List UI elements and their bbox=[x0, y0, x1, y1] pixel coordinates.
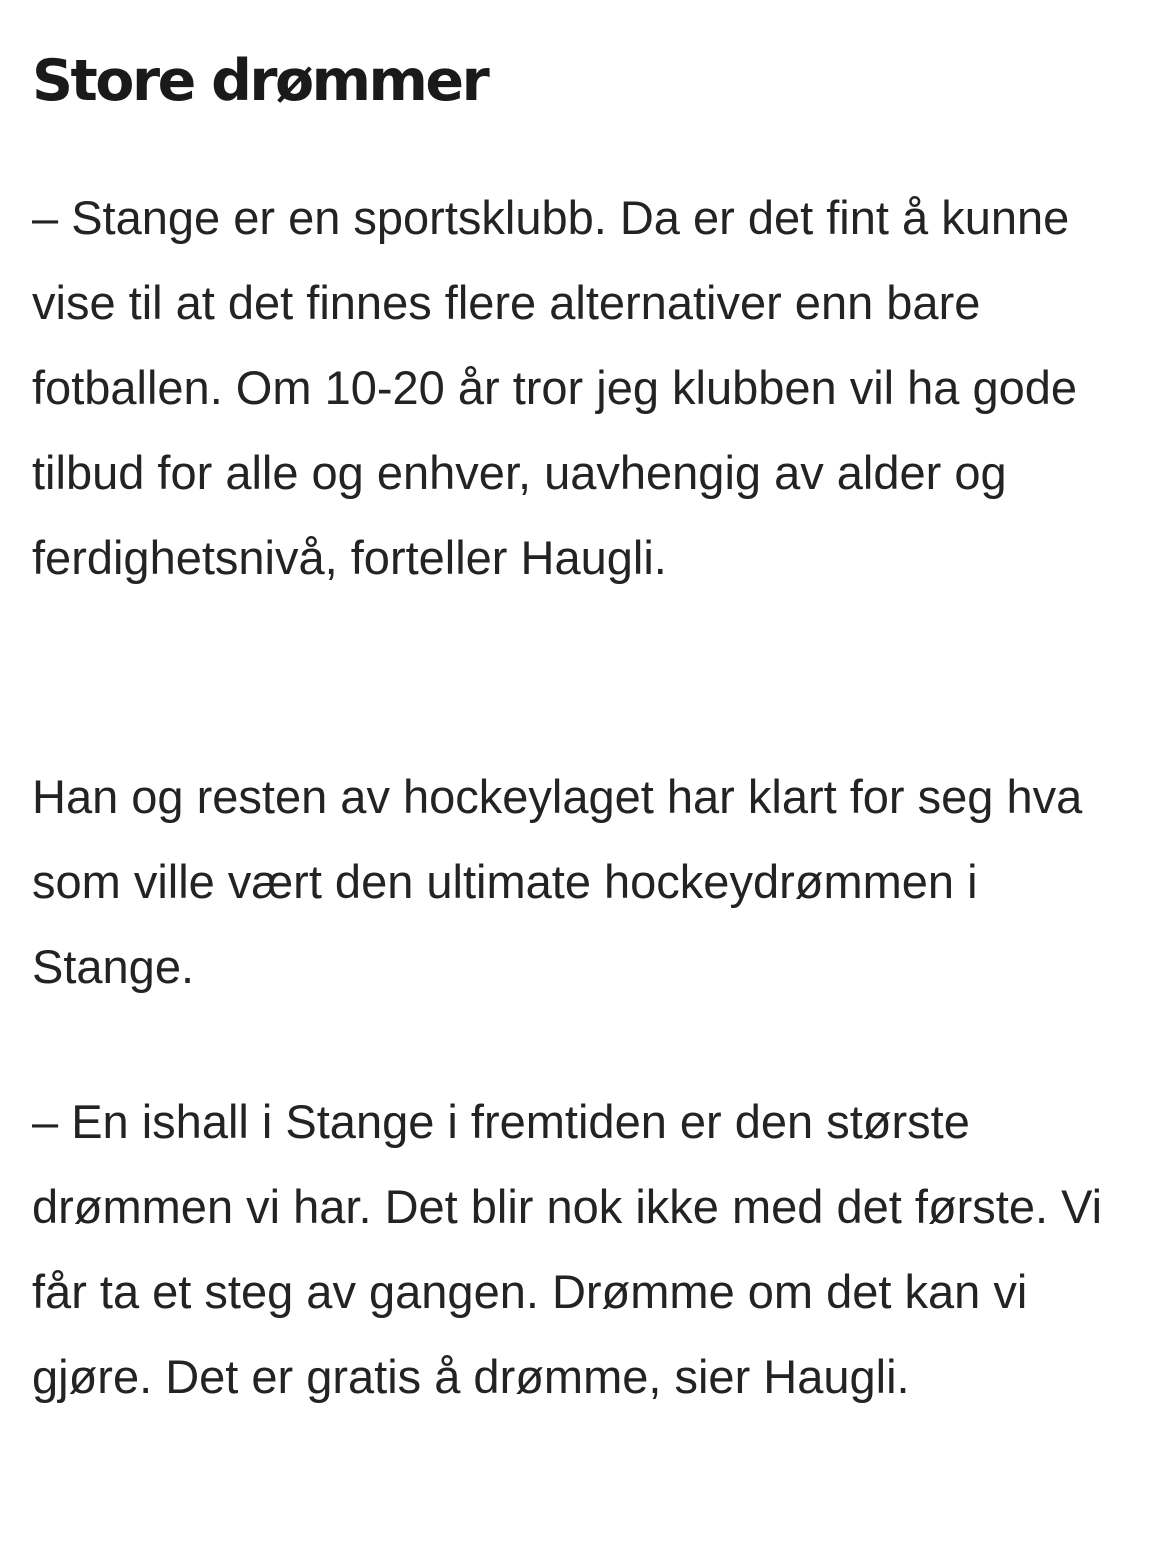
paragraph-1: – Stange er en sportsklubb. Da er det fint å kunne vise til at det finnes flere alternativer enn bare fotballen. Om 10-20 år tror jeg klubben vil ha gode tilbud for alle og enhver, uavhengig av alder og ferdighetsnivå, forteller Haugli. bbox=[32, 191, 1078, 584]
paragraph-3: – En ishall i Stange i fremtiden er den største drømmen vi har. Det blir nok ikke med det første. Vi får ta et steg av gangen. Drømme om det kan vi gjøre. Det er gratis å drømme, sier Haugli. bbox=[32, 1095, 1103, 1403]
paragraph-2: Han og resten av hockeylaget har klart for seg hva som ville vært den ultimate hockeydrømmen i Stange. bbox=[32, 770, 1083, 993]
section-heading: Store drømmer bbox=[32, 48, 488, 114]
